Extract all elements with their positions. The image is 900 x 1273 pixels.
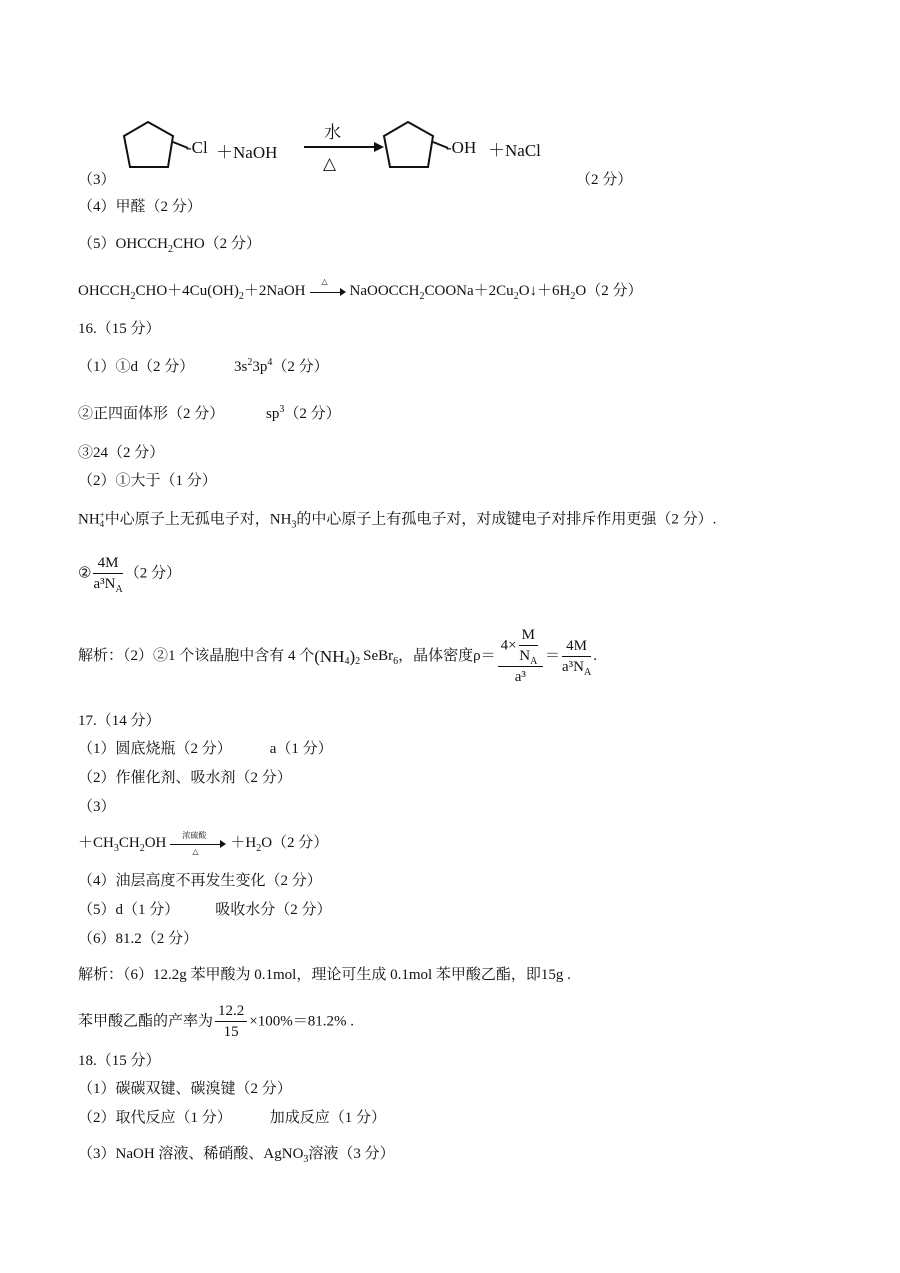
- q18-3: （3）NaOH 溶液、稀硝酸、AgNO$_3$溶液（3 分）: [78, 1146, 395, 1165]
- score: （2 分）: [576, 172, 633, 188]
- yield-fraction: $\frac{12.2}{15}$: [215, 1004, 247, 1040]
- q17-4: （4）油层高度不再发生变化（2 分）: [78, 873, 322, 889]
- q18-heading: 18.（15 分）: [78, 1053, 161, 1069]
- reaction-3: [78, 110, 878, 190]
- q17-3-equation: $+CH_3CH_2OH$ 浓硫酸 △ $+H_2O(2$ 分）: [78, 830, 329, 856]
- chloro-group: -Cl: [186, 138, 208, 157]
- q17-2: （2）作催化剂、吸水剂（2 分）: [78, 770, 292, 786]
- q16-2a: （2）①大于（1 分）: [78, 473, 217, 489]
- question-label: （3）: [78, 172, 116, 188]
- q15-4: （4）甲醛（2 分）: [78, 199, 202, 215]
- reaction-arrow: [304, 140, 384, 154]
- q16-heading: 16.（15 分）: [78, 321, 161, 337]
- q17-explanation-a: 解析：（6）12.2g 苯甲酸为 0.1mol，理论可生成 0.1mol 苯甲酸乙酯，即15g .: [78, 967, 571, 983]
- q16-1c: ②正四面体形（2 分） $sp^3(2$ 分）: [78, 404, 341, 422]
- q17-explanation-b: 苯甲酸乙酯的产率为 $\frac{12.2}{15}$ ×100%＝81.2% .: [78, 1003, 354, 1040]
- q17-5: （5）d（1 分） 吸收水分（2 分）: [78, 902, 332, 918]
- q18-2: （2）取代反应（1 分） 加成反应（1 分）: [78, 1110, 387, 1126]
- q17-heading: 17.（14 分）: [78, 713, 161, 729]
- density-fraction: $\frac{4M}{a^3N_A}$: [93, 555, 123, 595]
- nacl-product: ＋NaCl: [488, 141, 541, 160]
- reaction-arrow: 浓硫酸 △: [170, 838, 226, 850]
- q17-1: （1）圆底烧瓶（2 分） a（1 分）: [78, 741, 333, 757]
- condition-heat: △: [323, 154, 337, 173]
- q16-1a: （1）①d（2 分） $3s^23p^4(2$ 分）: [78, 357, 329, 375]
- density-fraction-expanded: 4× $\frac{M}{N_A}$ a³: [498, 628, 543, 685]
- equation-tollens: $OHCCH_2CHO+4Cu(OH)_2+2NaOH$ △ $NaOOCCH_2COONa+2Cu_2O↓+6H_2O(2$ 分）: [78, 276, 643, 302]
- q15-5: $(5)OHCCH_2CHO(2$ 分）: [78, 236, 261, 255]
- reaction-arrow: △: [310, 286, 346, 298]
- condition-water: 水: [324, 123, 341, 142]
- q16-explanation: 解析：（2）②1 个该晶胞中含有 4 个$(NH_4)_2$ SeBr$_6$，晶体密度ρ＝ 4× $\frac{M}{N_A}$ a³ ＝ $\frac{4M}{a^3N_A}$ .: [78, 627, 597, 685]
- q16-2c: ② $\frac{4M}{a^3N_A}$ （2 分）: [78, 555, 181, 595]
- density-fraction-simplified: $\frac{4M}{a^3N_A}$: [561, 637, 592, 678]
- q17-6: （6）81.2（2 分）: [78, 931, 199, 947]
- q16-1e: ③24（2 分）: [78, 445, 165, 461]
- hydroxyl-group: -OH: [446, 138, 477, 157]
- q16-2b: NH + 4 中心原子上无孤电子对，$NH_3$的中心原子上有孤电子对，对成键电子对排斥作用更强（2 分）.: [78, 510, 717, 531]
- naoh-reagent: ＋NaOH: [216, 143, 278, 162]
- q17-3: （3）: [78, 799, 116, 815]
- q18-1: （1）碳碳双键、碳溴键（2 分）: [78, 1081, 292, 1097]
